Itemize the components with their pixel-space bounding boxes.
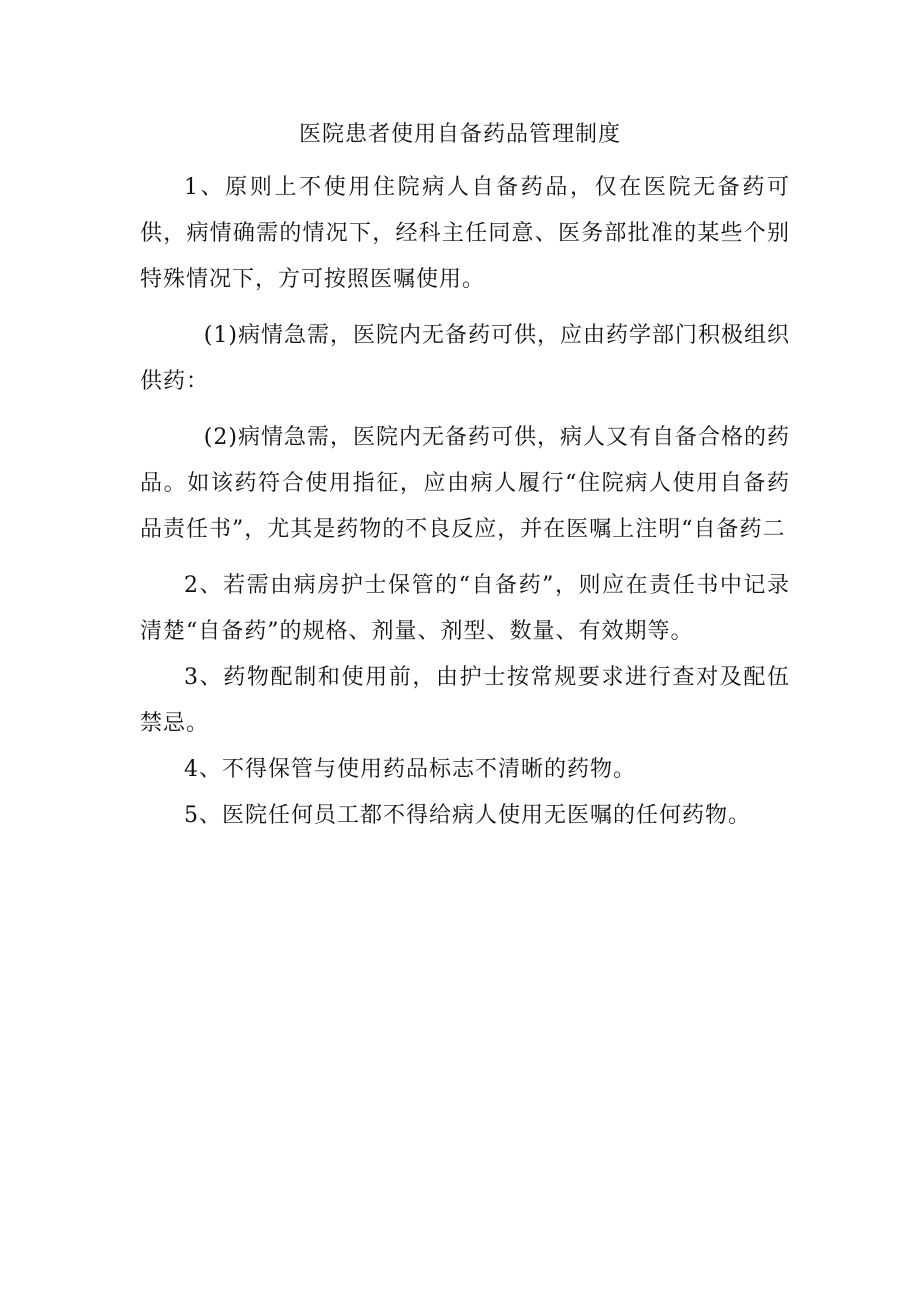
document-title: 医院患者使用自备药品管理制度 [298,122,621,147]
paragraph-rule-4: 4、不得保管与使用药品标志不清晰的药物。 [184,757,636,782]
document-body [140,165,790,839]
paragraph-rule-1: 1、原则上不使用住院病人自备药品，仅在医院无备药可供，病情确需的情况下，经科主任同意、医务部批准的某些个别特殊情况下，方可按照医嘱使用。 [140,175,790,292]
paragraph-rule-1-item-1: (1)病情急需，医院内无备药可供，应由药学部门积极组织供药： [140,323,790,394]
paragraph-rule-1-item-2: (2)病情急需，医院内无备药可供，病人又有自备合格的药品。如该药符合使用指征，应由病人履行“住院病人使用自备药品责任书”，尤其是药物的不良反应，并在医嘱上注明“自备药二 [140,425,790,542]
paragraph-rule-5: 5、医院任何员工都不得给病人使用无医嘱的任何药物。 [184,803,751,828]
paragraph-rule-2: 2、若需由病房护士保管的“自备药”，则应在责任书中记录清楚“自备药”的规格、剂量、剂型、数量、有效期等。 [140,573,790,644]
paragraph-rule-3: 3、药物配制和使用前，由护士按常规要求进行查对及配伍禁忌。 [140,665,790,736]
